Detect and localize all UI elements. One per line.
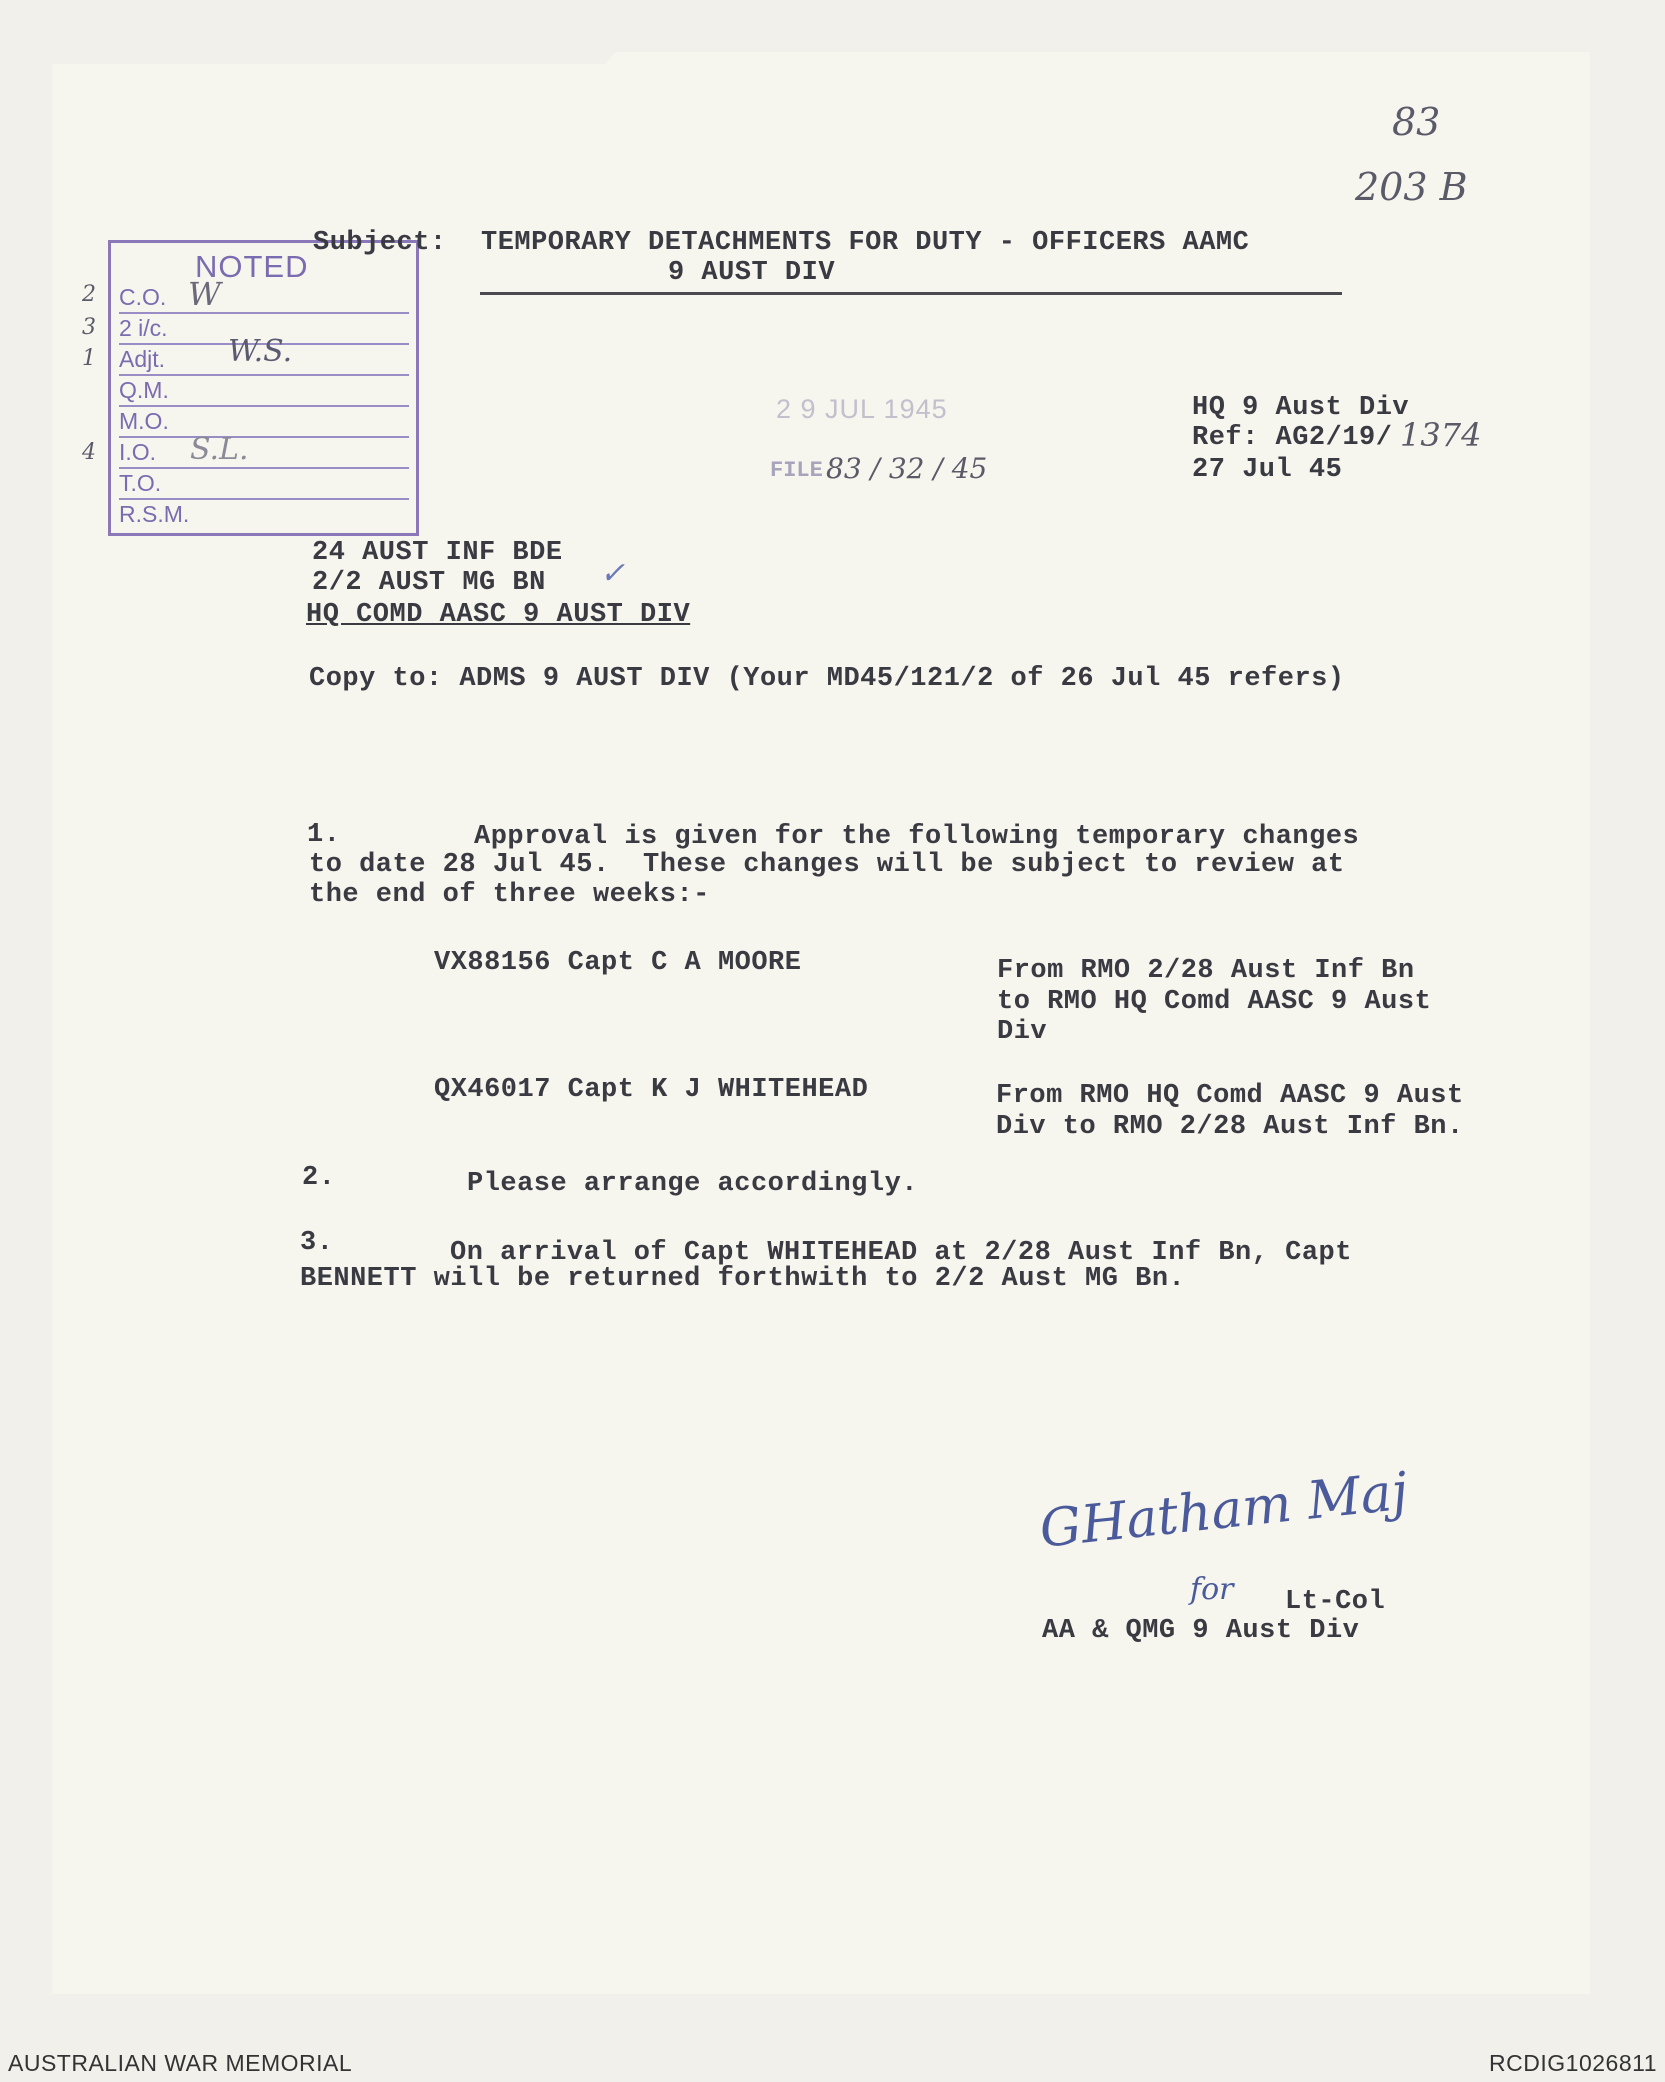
footer-record-id: RCDIG1026811 <box>1489 2050 1657 2076</box>
signatory-rank: Lt-Col <box>1285 1587 1386 1617</box>
stamp-initials-mo: S.L. <box>190 432 249 467</box>
stamp-row-mo: M.O. <box>119 405 409 438</box>
change-2-detail-1: From RMO HQ Comd AASC 9 Aust <box>996 1081 1464 1111</box>
margin-number-adjt: 1 <box>82 346 96 371</box>
para1-line-2: to date 28 Jul 45. These changes will be subject to review at <box>309 850 1345 880</box>
received-date-stamp: 2 9 JUL 1945 <box>776 394 948 424</box>
stamp-row-io: I.O. <box>119 436 409 469</box>
subject-line-2: 9 AUST DIV <box>668 258 836 288</box>
signatory-title: AA & QMG 9 Aust Div <box>1042 1616 1360 1646</box>
stamp-row-qm: Q.M. <box>119 374 409 407</box>
signature-for: for <box>1190 1572 1234 1607</box>
margin-number-co: 2 <box>82 282 96 307</box>
change-1-detail-2: to RMO HQ Comd AASC 9 Aust <box>997 987 1432 1017</box>
file-stamp-label: FILE <box>770 458 823 483</box>
addressee-3: HQ COMD AASC 9 AUST DIV <box>306 600 691 630</box>
margin-number-io: 4 <box>82 440 96 465</box>
subject-underline <box>480 292 1342 295</box>
stamp-row-to: T.O. <box>119 467 409 500</box>
footer-institution: AUSTRALIAN WAR MEMORIAL <box>8 2050 353 2076</box>
para1-line-3: the end of three weeks:- <box>309 880 710 910</box>
subject-line-1: TEMPORARY DETACHMENTS FOR DUTY - OFFICERS AAMC <box>481 228 1250 258</box>
subject-label: Subject: <box>313 228 447 258</box>
stamp-row-rsm: R.S.M. <box>119 501 190 527</box>
change-2-officer: QX46017 Capt K J WHITEHEAD <box>434 1075 869 1105</box>
para2-number: 2. <box>302 1163 336 1193</box>
addressee-1: 24 AUST INF BDE <box>312 538 563 568</box>
copy-to: Copy to: ADMS 9 AUST DIV (Your MD45/121/2 of 26 Jul 45 refers) <box>309 664 1345 694</box>
para1-line-1: Approval is given for the following temporary changes <box>474 822 1360 852</box>
noted-stamp <box>108 240 419 536</box>
signature: GHatham Maj <box>1036 1461 1411 1560</box>
tick-mark-icon: ✓ <box>600 556 626 591</box>
para1-number: 1. <box>307 820 341 850</box>
para3-number: 3. <box>300 1228 334 1258</box>
stamp-row-co: C.O. <box>119 281 409 314</box>
para3-line-1: On arrival of Capt WHITEHEAD at 2/28 Aust Inf Bn, Capt <box>450 1238 1352 1268</box>
stamp-row-2ic: 2 i/c. <box>119 312 409 345</box>
addressee-2: 2/2 AUST MG BN <box>312 568 546 598</box>
stamp-row-adjt: Adjt. <box>119 343 409 376</box>
change-1-detail-1: From RMO 2/28 Aust Inf Bn <box>997 956 1415 986</box>
para2-text: Please arrange accordingly. <box>467 1169 918 1199</box>
stamp-initials-adjt: W.S. <box>228 334 293 369</box>
header-date: 27 Jul 45 <box>1192 455 1343 485</box>
header-ref: Ref: AG2/19/ <box>1192 423 1393 453</box>
annotation-folio: 83 <box>1392 100 1441 144</box>
header-origin: HQ 9 Aust Div <box>1192 393 1410 423</box>
change-1-officer: VX88156 Capt C A MOORE <box>434 948 802 978</box>
header-ref-handwritten: 1374 <box>1400 416 1482 454</box>
stamp-initials-co: W <box>188 275 221 313</box>
file-stamp-number: 83 / 32 / 45 <box>826 452 988 485</box>
annotation-page-ref: 203 B <box>1355 165 1468 209</box>
stamp-title: NOTED <box>195 249 309 284</box>
change-1-detail-3: Div <box>997 1017 1048 1047</box>
margin-number-2ic: 3 <box>82 315 96 340</box>
change-2-detail-2: Div to RMO 2/28 Aust Inf Bn. <box>996 1112 1464 1142</box>
para3-line-2: BENNETT will be returned forthwith to 2/2 Aust MG Bn. <box>300 1264 1186 1294</box>
